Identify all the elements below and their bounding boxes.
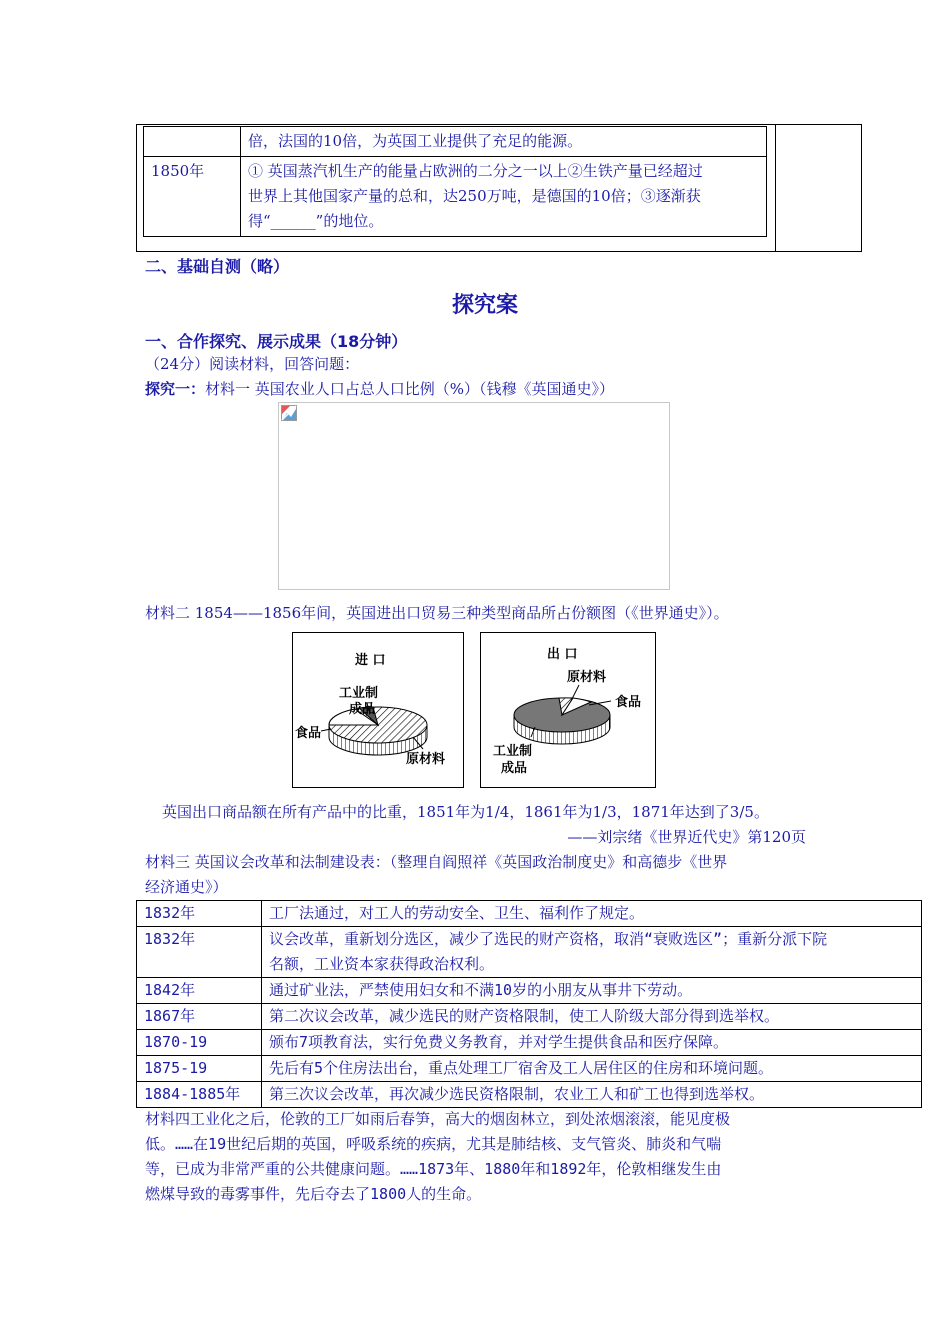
table-row [137,1030,922,1056]
inquiry1-line [145,377,614,402]
export-share-note: 英国出口商品额在所有产品中的比重，1851年为1/4，1861年为1/3，1871年达到了3/5。 [162,803,769,821]
industry-table [143,126,767,237]
law-text-cell [262,1004,922,1030]
material3-heading-line2: 经济通史》） [145,878,228,896]
material2-source: ——刘宗绪《世界近代史》第120页 [567,828,806,846]
table-year-cell: 1850年 [144,157,241,237]
law-text-cell [262,978,922,1004]
material4-line4: 燃煤导致的毒雾事件，先后夺去了1800人的生命。 [145,1185,482,1203]
material3-heading-line1: 材料三 英国议会改革和法制建设表：（整理自阎照祥《英国政治制度史》和高德步《世界 [145,853,728,871]
import-label-manufactured-2: 成品 [349,702,376,717]
broken-image-icon [281,405,297,421]
law-text-line: 第二次议会改革，减少选民的财产资格限制，使工人阶级大部分得到选举权。 [269,1007,780,1025]
law-text-line: 工厂法通过，对工人的劳动安全、卫生、福利作了规定。 [269,904,645,922]
law-year-cell: 1842年 [137,978,262,1004]
import-label-raw: 原材料 [406,752,446,767]
import-label-manufactured-1: 工业制 [339,686,379,701]
table-row [144,157,767,237]
outer-divider [775,125,776,251]
law-year-cell: 1832年 [137,901,262,927]
table-text-line: 世界上其他国家产量的总和，达250万吨，是德国的10倍；③逐渐获 [248,187,701,205]
law-text-line: 先后有5个住房法出台，重点处理工厂宿舍及工人居住区的住房和环境问题。 [269,1059,774,1077]
table-row [144,127,767,157]
law-text-cell [262,1056,922,1082]
import-pie-chart [292,632,464,788]
law-text-cell [262,1082,922,1108]
law-text-cell [262,1030,922,1056]
export-label-food: 食品 [615,695,642,710]
missing-image-placeholder [278,402,670,590]
law-year-cell: 1875-19 [137,1056,262,1082]
table-text-cell: 倍，法国的10倍，为英国工业提供了充足的能源。 [241,127,767,157]
table-row [137,901,922,927]
material4-line2: 低。……在19世纪后期的英国，呼吸系统的疾病，尤其是肺结核、支气管炎、肺炎和气喘 [145,1135,722,1153]
law-year-cell: 1870-19 [137,1030,262,1056]
export-chart-title: 出 口 [547,647,578,662]
table-row [137,1082,922,1108]
material4-line3: 等，已成为非常严重的公共健康问题。……1873年、1880年和1892年，伦敦相继发生由 [145,1160,722,1178]
law-text-cell [262,901,922,927]
export-label-manufactured-1: 工业制 [493,744,533,759]
section-heading-inquiry: 一、合作探究、展示成果（18分钟） [145,332,408,351]
export-label-raw: 原材料 [567,670,607,685]
intro-text: （24分）阅读材料，回答问题： [145,355,360,373]
table-row [137,1056,922,1082]
law-text-cell [262,927,922,978]
law-text-line: 议会改革，重新划分选区，减少了选民的财产资格，取消“衰败选区”；重新分派下院 [269,930,828,948]
page-title: 探究案 [451,293,518,318]
reform-law-table [136,900,922,1108]
material4-line1: 材料四工业化之后，伦敦的工厂如雨后春笋，高大的烟囱林立，到处浓烟滚滚，能见度极 [145,1110,731,1128]
law-text-line: 第三次议会改革，再次减少选民资格限制，农业工人和矿工也得到选举权。 [269,1085,765,1103]
inquiry1-text: 材料一 英国农业人口占总人口比例（%）（钱穆《英国通史》） [205,380,615,398]
import-chart-title: 进 口 [355,653,386,668]
import-label-food: 食品 [295,726,322,741]
inquiry1-label: 探究一： [145,380,206,398]
export-label-manufactured-2: 成品 [501,761,528,776]
table-text-line: ① 英国蒸汽机生产的能量占欧洲的二分之一以上②生铁产量已经超过 [248,162,703,180]
table-year-cell [144,127,241,157]
table-text-line: 得“______”的地位。 [248,212,384,230]
law-text-line: 名额，工业资本家获得政治权利。 [269,955,495,973]
law-text-line: 通过矿业法，严禁使用妇女和不满10岁的小朋友从事井下劳动。 [269,981,693,999]
law-text-line: 颁布7项教育法，实行免费义务教育，并对学生提供食品和医疗保障。 [269,1033,729,1051]
law-year-cell: 1884-1885年 [137,1082,262,1108]
law-year-cell: 1867年 [137,1004,262,1030]
section-heading-self-test: 二、基础自测（略） [145,257,290,276]
table-row [137,1004,922,1030]
table-row [137,978,922,1004]
table-row [137,927,922,978]
law-year-cell: 1832年 [137,927,262,978]
export-pie-chart [480,632,656,788]
table-text-cell [241,157,767,237]
material2-text: 材料二 1854——1856年间，英国进出口贸易三种类型商品所占份额图（《世界通史》）。 [145,604,729,622]
